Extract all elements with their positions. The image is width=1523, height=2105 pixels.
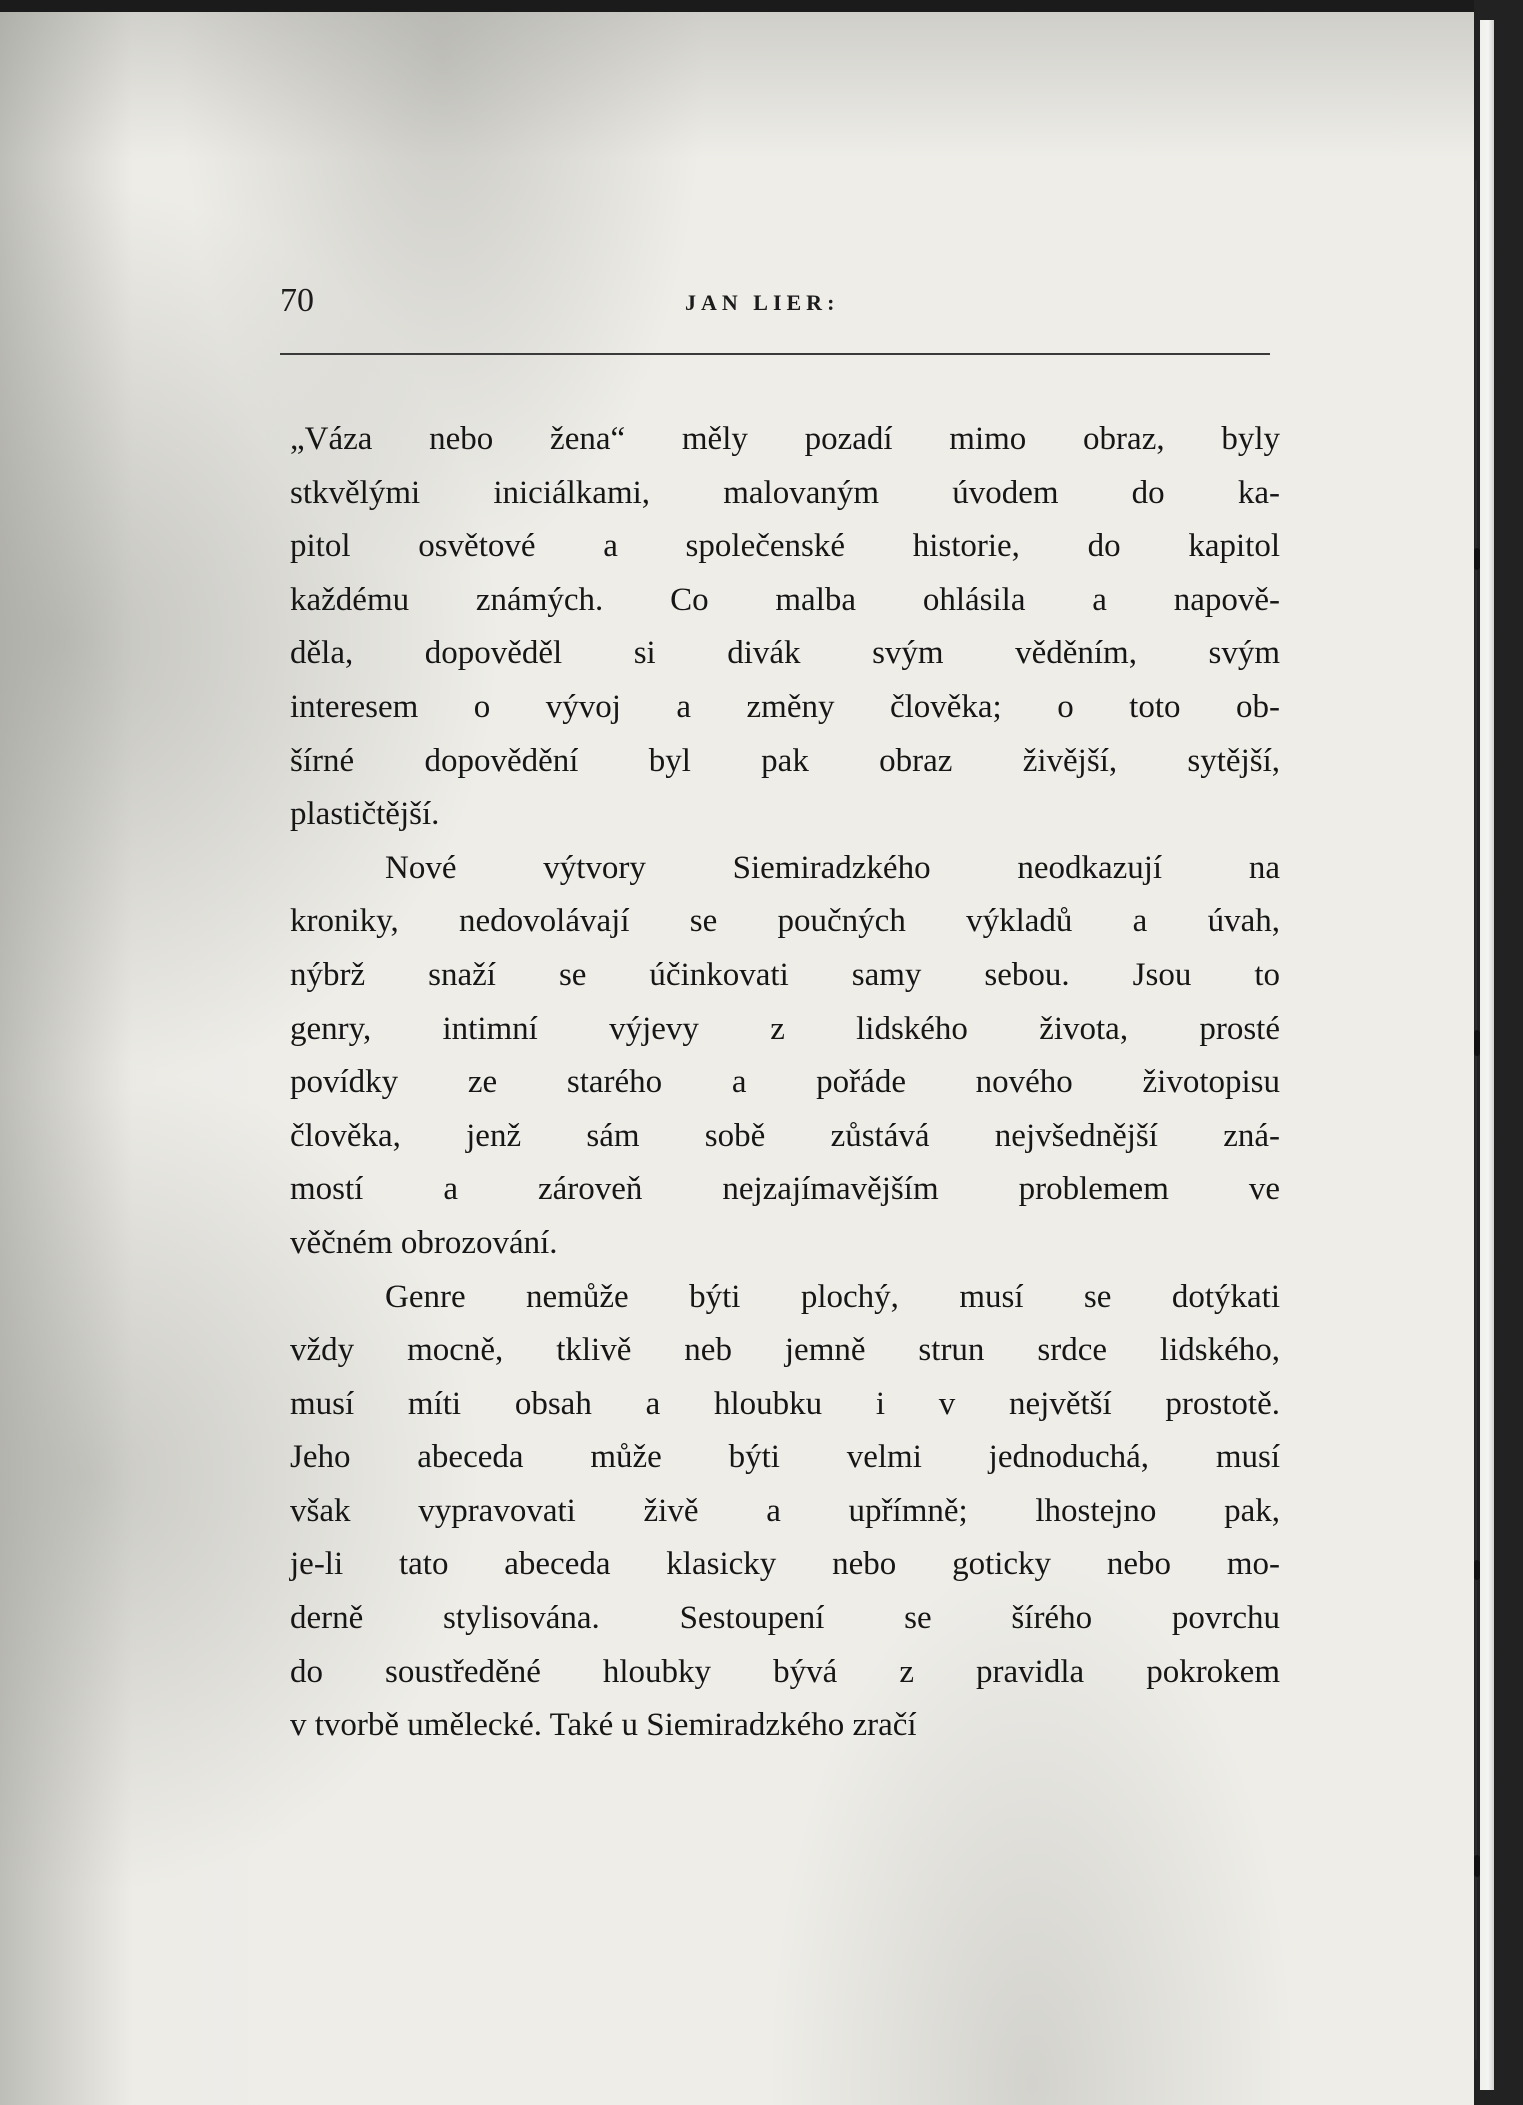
text-line: Genre nemůže býti plochý, musí se dotýkati <box>385 1278 1280 1315</box>
text-line: každému známých. Co malba ohlásila a napově- <box>290 581 1280 618</box>
page-header <box>280 282 1270 332</box>
next-page-strip <box>1480 20 1494 2090</box>
text-line: musí míti obsah a hloubku i v největší prostotě. <box>290 1385 1280 1422</box>
text-line: Jeho abeceda může býti velmi jednoduchá, musí <box>290 1439 1280 1476</box>
text-line: genry, intimní výjevy z lidského života, prosté <box>290 1010 1280 1047</box>
page-edge <box>1474 0 1523 2105</box>
edge-mark <box>1474 1030 1480 1056</box>
text-line: do soustředěné hloubky bývá z pravidla pokrokem <box>290 1653 1280 1690</box>
binding-line <box>1475 180 1477 2060</box>
text-line: děla, dopověděl si divák svým věděním, svým <box>290 635 1280 672</box>
header-rule <box>280 353 1270 355</box>
text-line: věčném obrozování. <box>290 1224 558 1261</box>
paragraph <box>290 842 1280 1271</box>
text-line: „Váza nebo žena“ měly pozadí mimo obraz, byly <box>290 421 1280 457</box>
text-line: šírné dopovědění byl pak obraz živější, sytější, <box>290 742 1280 779</box>
text-line: vždy mocně, tklivě neb jemně strun srdce lidského, <box>290 1332 1280 1369</box>
text-line: kroniky, nedovolávají se poučných výkladů a úvah, <box>290 903 1280 940</box>
running-head: JAN LIER: <box>685 290 840 315</box>
text-line: nýbrž snaží se účinkovati samy sebou. Jsou to <box>290 956 1280 993</box>
text-line: je-li tato abeceda klasicky nebo goticky nebo mo- <box>290 1546 1280 1583</box>
text-line: však vypravovati živě a upřímně; lhostejno pak, <box>290 1492 1280 1529</box>
text-line: plastičtější. <box>290 796 440 833</box>
paragraph <box>290 1271 1280 1753</box>
text-line: v tvorbě umělecké. Také u Siemiradzkého zračí <box>290 1707 917 1744</box>
text-line: interesem o vývoj a změny člověka; o toto ob- <box>290 688 1280 725</box>
paragraph <box>290 413 1280 842</box>
text-line: mostí a zároveň nejzajímavějším problemem ve <box>290 1171 1280 1208</box>
text-line: derně stylisována. Sestoupení se šírého povrchu <box>290 1600 1280 1637</box>
text-line: stkvělými iniciálkami, malovaným úvodem do ka- <box>290 474 1280 511</box>
edge-mark <box>1474 548 1480 570</box>
body-text <box>290 413 1280 1753</box>
text-line: člověka, jenž sám sobě zůstává nejvšednější zná- <box>290 1117 1280 1154</box>
text-line: povídky ze starého a pořáde nového životopisu <box>290 1064 1280 1101</box>
page-number: 70 <box>280 282 314 319</box>
text-line: pitol osvětové a společenské historie, do kapitol <box>290 528 1280 565</box>
edge-mark <box>1474 1855 1480 1877</box>
text-line: Nové výtvory Siemiradzkého neodkazují na <box>385 849 1280 886</box>
edge-mark <box>1474 1560 1480 1580</box>
